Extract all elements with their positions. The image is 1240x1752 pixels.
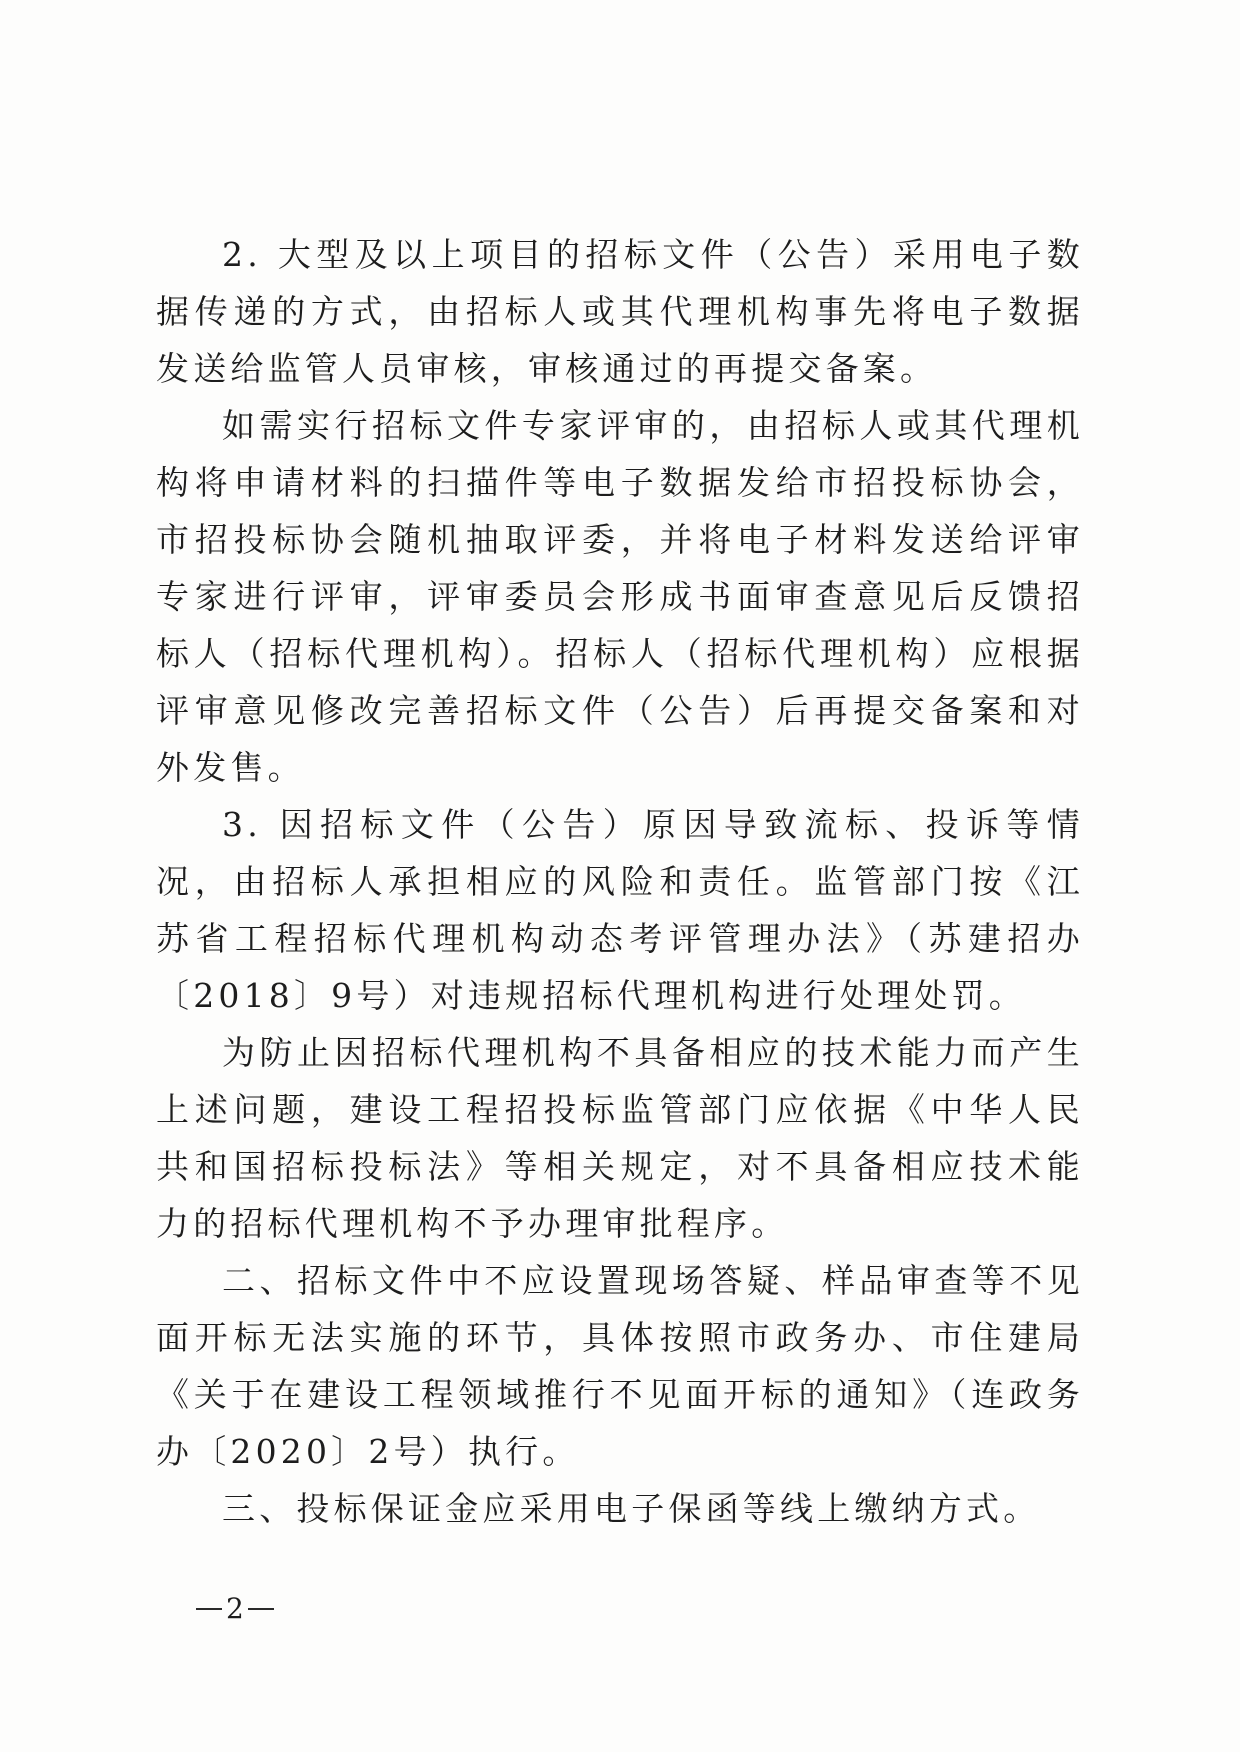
paragraph-section-2-no-onsite: 二、招标文件中不应设置现场答疑、样品审查等不见面开标无法实施的环节，具体按照市政务办、市住建局《关于在建设工程领域推行不见面开标的通知》（连政务办〔2020〕2号）执行。 (156, 1261, 1084, 1471)
footer-dash-right (248, 1608, 274, 1610)
document-body (156, 226, 1084, 1537)
page-number: 2 (226, 1592, 244, 1625)
paragraph-item-3-risk-responsibility: 3. 因招标文件（公告）原因导致流标、投诉等情况，由招标人承担相应的风险和责任。监管部门按《江苏省工程招标代理机构动态考评管理办法》（苏建招办〔2018〕9号）对违规招标代理机构进行处理处罚。 (156, 805, 1084, 1015)
paragraph-agency-capability: 为防止因招标代理机构不具备相应的技术能力而产生上述问题，建设工程招投标监管部门应依据《中华人民共和国招标投标法》等相关规定，对不具备相应技术能力的招标代理机构不予办理审批程序。 (156, 1033, 1084, 1243)
paragraph-section-3-bid-bond: 三、投标保证金应采用电子保函等线上缴纳方式。 (222, 1489, 1041, 1528)
paragraph-item-2-electronic-transfer: 2. 大型及以上项目的招标文件（公告）采用电子数据传递的方式，由招标人或其代理机构事先将电子数据发送给监管人员审核，审核通过的再提交备案。 (156, 235, 1084, 388)
footer-dash-left (196, 1608, 222, 1610)
page-footer (196, 1592, 274, 1625)
paragraph-expert-review: 如需实行招标文件专家评审的，由招标人或其代理机构将申请材料的扫描件等电子数据发给市招投标协会，市招投标协会随机抽取评委，并将电子材料发送给评审专家进行评审，评审委员会形成书面审查意见后反馈招标人（招标代理机构）。招标人（招标代理机构）应根据评审意见修改完善招标文件（公告）后再提交备案和对外发售。 (156, 406, 1084, 787)
